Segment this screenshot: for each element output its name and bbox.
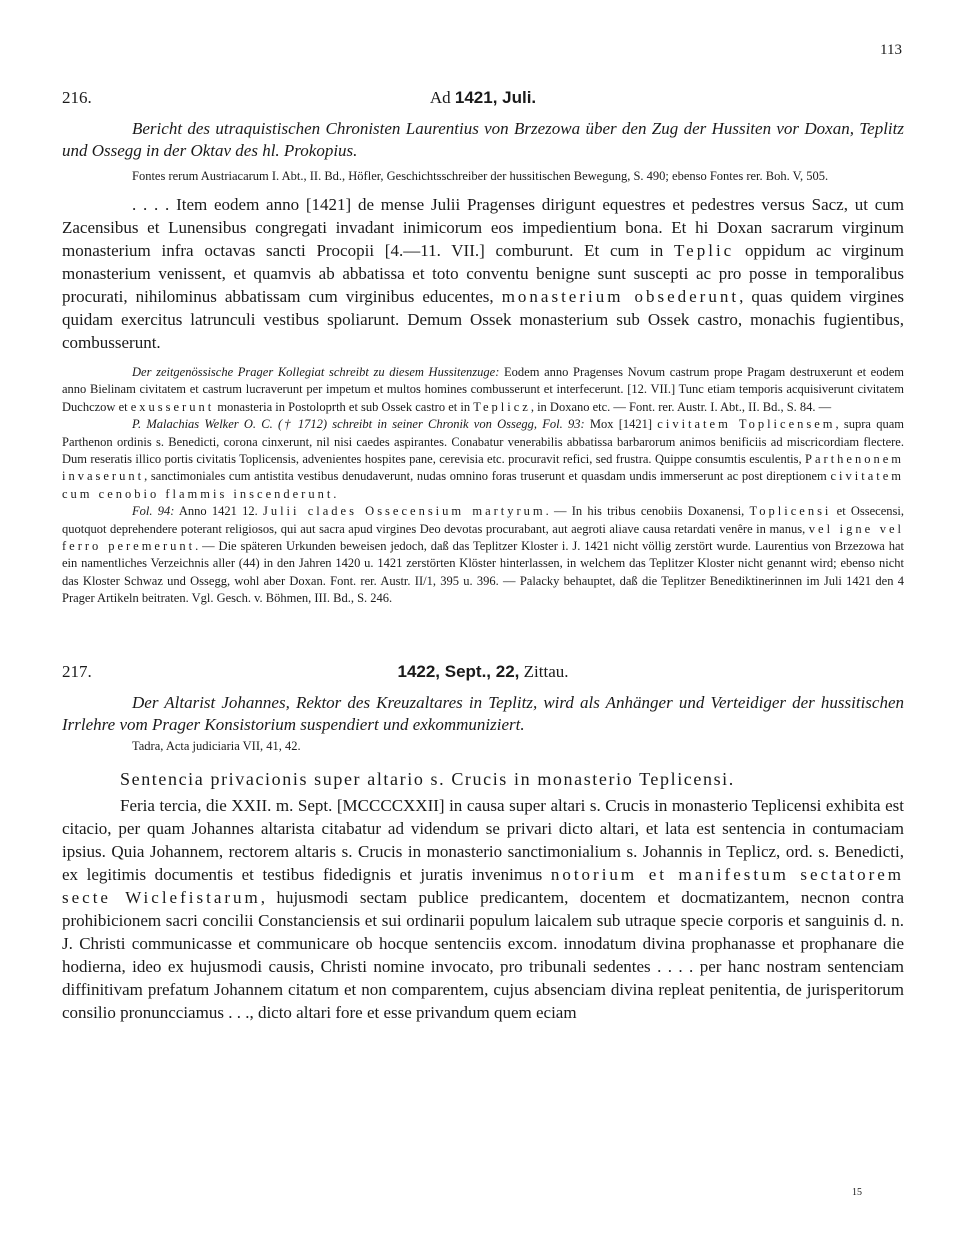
note-fol-94: Fol. 94: Anno 1421 12. Julii clades Ossecensium martyrum. — In his tribus cenobiis Doxanensi, Toplicensi et Ossecensi, quotquot deprehendere poterant religiosos, qui aut sacra apud virgines Deo devotas procurabant, aut aegroti aliave causa retardati venêre in manus, vel igne vel ferro peremerunt. — Die späteren Urkunden beweisen jedoch, daß das Teplitzer Kloster i. J. 1421 nicht völlig zerstört wurde. Laurentius von Brzezowa hat ein namentliches Verzeichnis aller (44) in den Jahren 1420 u. 1421 zerstörten Klöster hinterlassen, in welchem das Teplitzer Kloster nicht genannt wird; ebenso nicht das Kloster Schwaz und Ossegg, wohl aber Doxan. Font. rer. Austr. II/1, 395 u. 396. — Palacky behauptet, daß die Teplitzer Benediktinerinnen im Juli 1421 den 4 Prager Artikeln beitraten. Vgl. Gesch. v. Böhmen, III. Bd., S. 246.	[62, 504, 904, 606]
entry-216-text: . . . . Item eodem anno [1421] de mense Julii Pragenses dirigunt equestres et pedestres versus Sacz, ut cum Zacensibus et Lunensibus congregati invadant inimicorum eos impedientium bona. Et hi Doxan sacrarum virginum monasterium infra octavas sancti Procopii [4.—11. VII.] comburunt. Et cum in Teplic oppidum ac virginum monasterium venissent, et quamvis ab abbatissa et toto conventu benigne sunt suscepti ac pro posse in temporalibus procurati, nihilominus abbatissam cum virginibus educentes, monasterium obsederunt, quas quidem virgines quidam exercitus latrunculi vestibus spoliarunt. Demum Ossek monasterium sub Ossek castro, monachis fugientibus, combusserunt.	[62, 195, 905, 352]
document-page	[62, 0, 904, 1024]
entry-216-heading	[62, 88, 904, 114]
entry-217-regest: Der Altarist Johannes, Rektor des Kreuzaltares in Teplitz, wird als Anhänger und Verteidiger der hussitischen Irrlehre vom Prager Konsistorium suspendiert und exkommuniziert.	[62, 692, 904, 734]
entry-date: 1422, Sept., 22, Zittau.	[397, 661, 569, 681]
entry-216-regest: Bericht des utraquistischen Chronisten Laurentius von Brzezowa über den Zug der Hussiten vor Doxan, Teplitz und Ossegg in der Oktav des hl. Prokopius.	[62, 119, 904, 160]
page-number: 113	[880, 42, 902, 58]
note-prager-kollegiat: Der zeitgenössische Prager Kollegiat schreibt zu diesem Hussitenzuge: Eodem anno Pragenses Novum castrum prope Pragam destruxerunt et eodem anno Bielinam civitatem et castrum lucraverunt per impetum et multos homines combusserunt et interfecerunt. [12. VII.] Tunc etiam temporis acquisiverunt civitatem Duchczow et exusserunt monasteria in Postoloprth et sub Ossek castro et in Teplicz, in Doxano etc. — Font. rer. Austr. I. Abt., II. Bd., S. 84. —	[62, 365, 905, 414]
entry-217-text: Feria tercia, die XXII. m. Sept. [MCCCCXXII] in causa super altari s. Crucis in monasterio Teplicensi exhibita est citacio, per quam Johannes altarista citabatur ad videndum se privari dicto altari, et lata est sentencia in contumaciam ipsius. Quia Johannem, rectorem altaris s. Crucis in monasterio sanctimonialium s. Johannis in Teplicz, ord. s. Benedicti, ex legitimis documentis et testibus fidedignis et juratis invenimus notorium et manifestum sectatorem secte Wiclefistarum, hujusmodi sectam publice predicantem, docentem et docmatizantem, necnon contra prohibicionem sacri concilii Constanciensis et sui ordinarii populum laicalem sub utraque specie corporis et sanguinis d. n. J. Christi communicasse et communicare ob hocque sentenciis excom. innodatum divina prophanasse et prophanare die hodierna, ideo ex hujusmodi causis, Christi nomine invocato, pro tribunali sedentes . . . . per hanc nostram sentenciam diffinitivam prefatum Johannem citatum et non comparentem, cujus absenciam divina repleat penitentia, de jurisperitorum consilio pronuncciamus . . ., dicto altari fore et esse privandum quem eciam	[62, 795, 904, 1022]
signature-mark: 15	[852, 1187, 862, 1198]
entry-217-title: Sentencia privacionis super altario s. Crucis in monasterio Teplicensi.	[120, 768, 735, 789]
entry-217-source: Tadra, Acta judiciaria VII, 41, 42.	[132, 738, 301, 753]
entry-date: Ad 1421, Juli.	[429, 88, 537, 107]
entry-number: 216.	[62, 88, 92, 107]
entry-217-heading	[62, 662, 904, 688]
entry-216-source: Fontes rerum Austriacarum I. Abt., II. Bd., Höfler, Geschichtsschreiber der hussitischen Bewegung, S. 490; ebenso Fontes rer. Boh. V, 505.	[132, 169, 829, 183]
entry-216-notes	[62, 364, 904, 608]
note-welker-chronik: P. Malachias Welker O. C. († 1712) schreibt in seiner Chronik von Ossegg, Fol. 93: Mox [1421] civitatem Toplicensem, supra quam Parthenon ordinis s. Benedicti, corona cinxerunt, nil nisi caedes aspirantes. Conabatur venerabilis abbatissa barbarorum animos benificiis ad miscricordiam flectere. Dum reseratis illico portis civitatis Toplicensis, advenientes hospites pane, cerevisia etc. procuravit refici, sed frustra. Quippe consumtis esculentis, Parthenonem invaserunt, sanctimoniales cum antistita vestibus denudaverunt, nudas omnino foras truserunt et quasdam undis immerserunt ac post direptionem civitatem cum cenobio flammis inscenderunt.	[62, 417, 904, 501]
entry-number: 217.	[62, 661, 92, 681]
